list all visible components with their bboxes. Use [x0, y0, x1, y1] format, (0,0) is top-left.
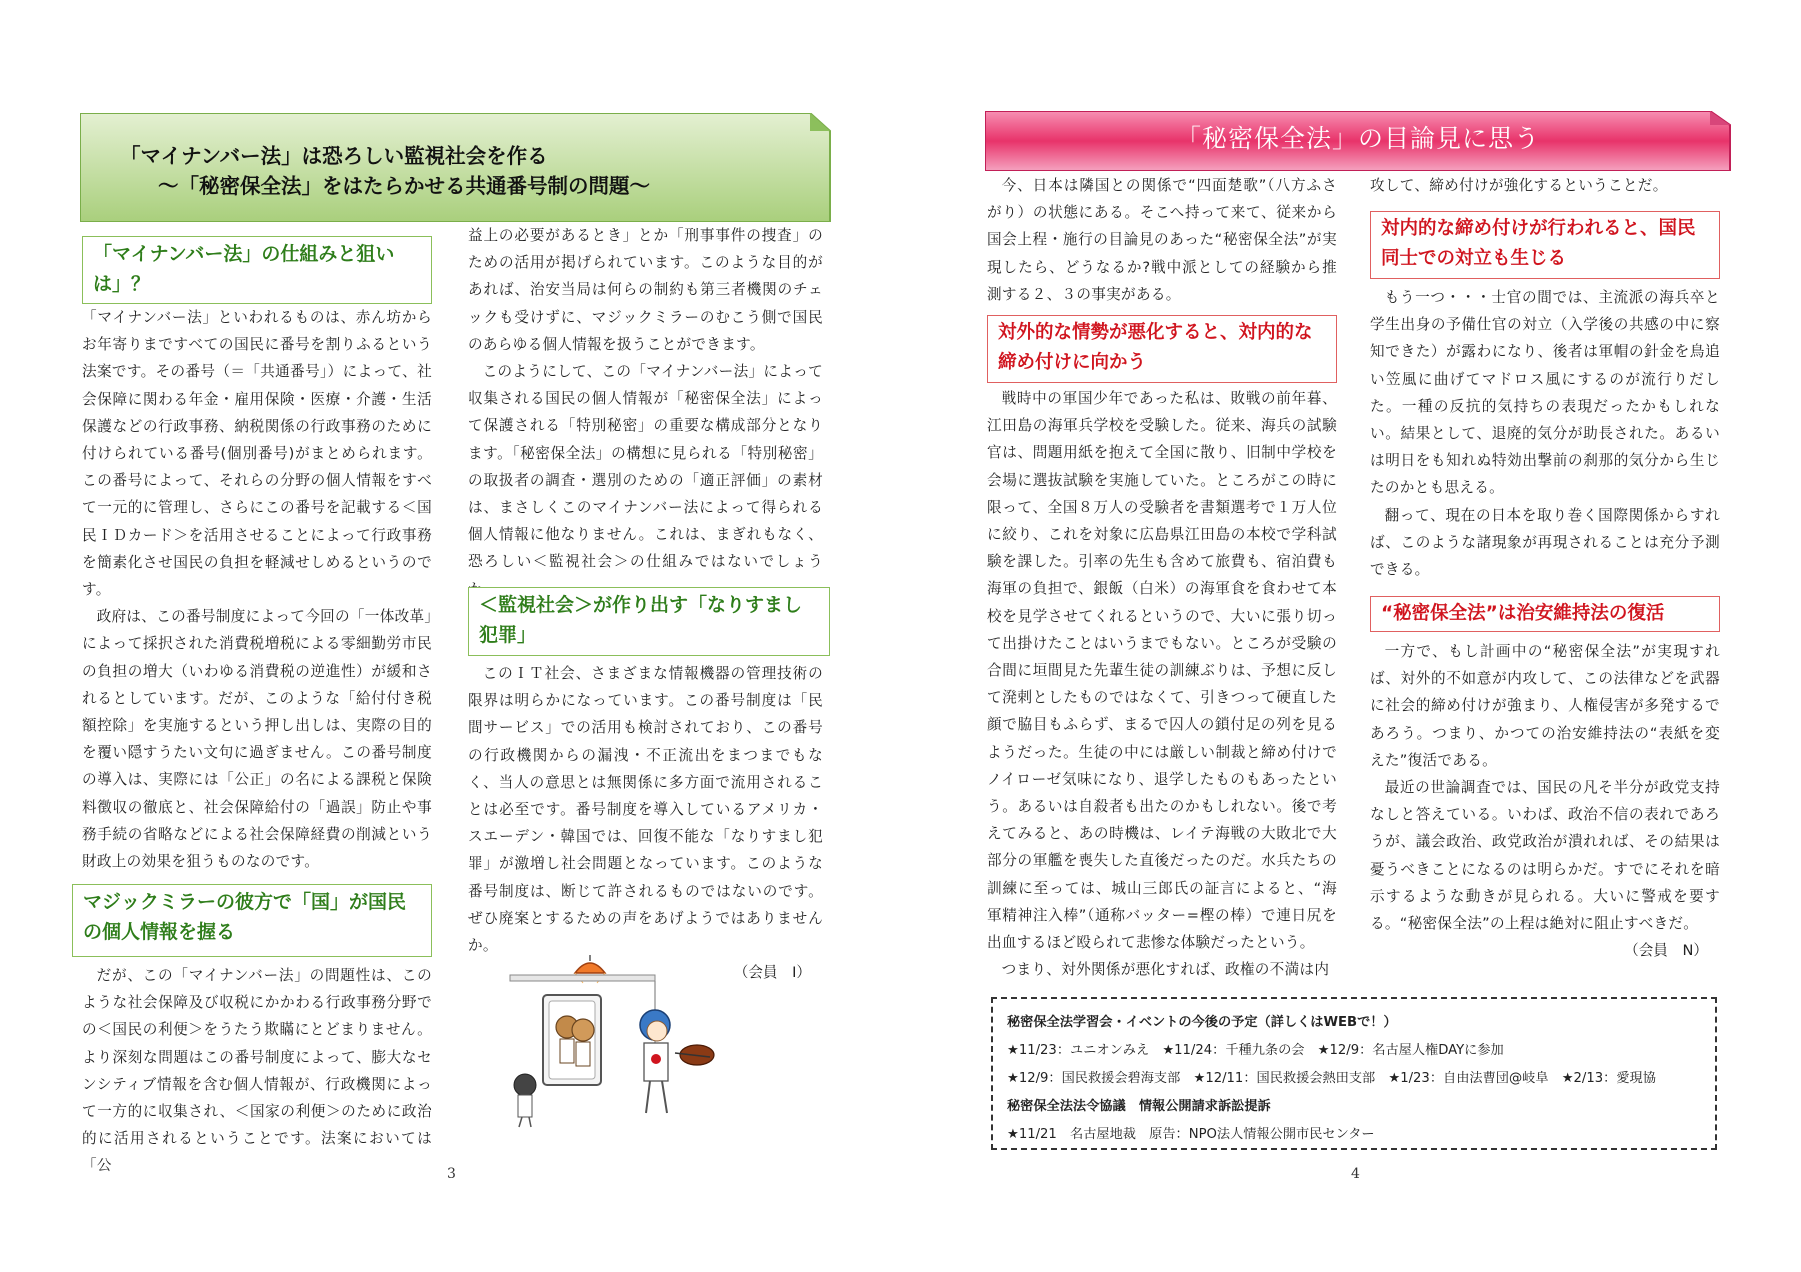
mirror-scene-image — [505, 955, 745, 1130]
paragraph: このようにして、この「マイナンバー法」によって収集される国民の個人情報が「秘密保全法」によって保護される「特別秘密」の重要な構成部分となります。「秘密保全法」の構想に見られる「特別秘密」の取扱者の調査・選別のための「適正評価」の素材は、まさしくこのマイナンバー法によって得られる個人情報に他なりません。これは、まぎれもなく、恐ろしい＜監視社会＞の仕組みではないでしょう — [468, 363, 823, 571]
section-heading-citizen-conflict: 対内的な締め付けが行われると、国民同士での対立も生じる — [1370, 211, 1720, 279]
banner-title: 「秘密保全法」の目論見に思う — [1175, 124, 1540, 153]
banner-title-line2: ～「秘密保全法」をはたらかせる共通番号制の問題～ — [158, 174, 650, 198]
paragraph: このＩＴ社会、さまざまな情報機器の管理技術の限界は明らかになっています。この番号制度は「民間サービス」での活用も検討されており、この番号の行政機関からの漏洩・不正流出をまつまでもなく、当人の意思とは無関係に多方面で流用されることは必至です。番号制度を導入しているアメリカ・スエーデン・韓国では、回復不能な「なりすまし犯罪」が激増し社会問題となっています。このような番号制度は、断じて許されるものではないのです。ぜひ廃案とするための声をあげようではありませんか。 — [468, 665, 823, 955]
paragraph: 攻して、締め付けが強化するということだ。 — [1370, 177, 1668, 194]
author-signature: （会員 I） — [733, 964, 811, 982]
paragraph: つまり、対外関係が悪化すれば、政権の不満は内 — [1001, 961, 1330, 979]
paragraph: だが、この「マイナンバー法」の問題性は、このような社会保障及び収税にかかわる行政事務分野での＜国民の利便＞をうたう欺瞞にとどまりません。より深刻な問題はこの番号制度によって、膨大なセンシティブ情報を含む個人情報が、行政機関によって一方的に収集され、＜国家の利便＞のために政治的に活用されるということです。法案においては「公 — [82, 967, 432, 1175]
page4-col2-text-c — [1370, 638, 1720, 964]
section-heading-peace-preservation: “秘密保全法”は治安維持法の復活 — [1370, 596, 1720, 632]
events-subtitle: 秘密保全法法令協議 情報公開請求訴訟提訴 — [1007, 1099, 1271, 1114]
section-heading-magic-mirror: マジックミラーの彼方で「国」が国民の個人情報を握る — [72, 884, 432, 957]
page4-title-banner — [985, 111, 1731, 171]
page3-col2-text-b — [468, 660, 823, 986]
section-heading-impersonation: ＜監視社会＞が作り出す「なりすまし犯罪」 — [468, 587, 830, 656]
events-row: ★11/23：ユニオンみえ ★11/24：千種九条の会 ★12/9：名古屋人権DAYに参加 — [1007, 1043, 1504, 1058]
events-row: ★11/21 名古屋地裁 原告：NPO法人情報公開市民センター — [1007, 1127, 1375, 1142]
paragraph: 一方で、もし計画中の“秘密保全法”が実現すれば、対外的不如意が内攻して、この法律などを武器に社会的締め付けが強まり、人権侵害が多発するであろう。つまり、かつての治安維持法の“表紙を変えた”復活である。 — [1370, 643, 1720, 769]
section-heading-external-internal: 対外的な情勢が悪化すると、対内的な締め付けに向かう — [987, 315, 1337, 383]
page3-title-banner — [80, 113, 831, 222]
paragraph: 翻って、現在の日本を取り巻く国際関係からすれば、このような諸現象が再現されることは充分予測できる。 — [1370, 506, 1720, 579]
events-row: ★12/9：国民救援会碧海支部 ★12/11：国民救援会熱田支部 ★1/23：自由法曹団@岐阜 ★2/13：愛現協 — [1007, 1071, 1656, 1086]
page4-col1-text-a — [987, 172, 1337, 308]
paragraph: 戦時中の軍国少年であった私は、敗戦の前年暮、江田島の海軍兵学校を受験した。従来、海兵の試験官は、問題用紙を抱えて全国に散り、旧制中学校を会場に選抜試験を実施していた。ところがこの時に限って、全国８万人の受験者を書類選考で１万人位に絞り、これを対象に広島県江田島の本校で学科試験を課した。引率の先生も含めて旅費も、宿泊費も海軍の負担で、銀飯（白米）の海軍食を食わせて本校を見学させてくれるというので、大いに張り切って出掛けたことはいうまでもない。ところが受験の合間に垣間見た先輩生徒の訓練ぶりは、予想に反して溌剌としたものではなくて、引きつって硬直した顔で脇目もふらず、まるで囚人の鎖付足の列を見るようだった。生徒の中には厳しい制裁と締め付けでノイローゼ気味になり、退学したものもあったという。あるいは自殺者も出たのかもしれない。後で考えてみると、あの時機は、レイテ海戦の大敗北で大部分の軍艦を喪失した直後だったのだ。水兵たちの訓練に至っては、城山三郎氏の証言によると、“海軍精神注入棒”（通称バッター=樫の棒）で連日尻を出血するほど殴られて悲惨な体験だったという。 — [987, 390, 1337, 952]
events-box — [991, 997, 1717, 1150]
page4-col1-text-b — [987, 385, 1337, 983]
paragraph: 政府は、この番号制度によって今回の「一体改革」によって採択された消費税増税による零細勤労市民の負担の増大（いわゆる消費税の逆進性）が緩和されるとしています。だが、このような「給付付き税額控除」を実施するという押し出しは、実際の目的を覆い隠すうたい文句に過ぎません。この番号制度の導入は、実際には「公正」の名による課税と保険料徴収の徹底と、社会保障給付の「過誤」防止や事務手続の省略などによる社会保障経費の削減という財政上の効果を狙うものなのです。 — [82, 608, 432, 871]
paragraph: 今、日本は隣国との関係で“四面楚歌”（八方ふさがり）の状態にある。そこへ持って来て、従来から国会上程・施行の目論見のあった“秘密保全法”が実現したら、どうなるか?戦中派としての経験から推測する２、３の事実がある。 — [987, 177, 1337, 303]
paragraph: 最近の世論調査では、国民の凡そ半分が政党支持なしと答えている。いわば、政治不信の表れであろうが、議会政治、政党政治が潰れれば、その結果は憂うべきことになるのは明らかだ。すでにそれを暗示するような動きが見られる。大いに警戒を要する。“秘密保全法”の上程は絶対に阻止すべきだ。 — [1370, 779, 1720, 933]
page4-col2-text-a — [1370, 172, 1720, 199]
events-title: 秘密保全法学習会・イベントの今後の予定（詳しくはWEBで！） — [1007, 1015, 1397, 1030]
page-number: 4 — [1351, 1166, 1360, 1182]
page4-col2-text-b — [1370, 284, 1720, 583]
paragraph: もう一つ・・・士官の間では、主流派の海兵卒と学生出身の予備仕官の対立（入学後の共感の中に察知できた）が露わになり、後者は軍帽の針金を鳥追い笠風に曲げてマドロス風にするのが流行りだした。一種の反抗的気持ちの表現だったかもしれない。結果として、退廃的気分が助長された。あるいは明日をも知れぬ特効出撃前の刹那的気分から生じたのかとも思える。 — [1370, 289, 1720, 497]
paragraph: 「マイナンバー法」といわれるものは、赤ん坊からお年寄りまですべての国民に番号を割りふるという法案です。その番号（＝「共通番号」）によって、社会保障に関わる年金・雇用保険・医療・介護・生活保護などの行政事務、納税関係の行政事務のために付けられている番号(個別番号)がまとめられます。この番号によって、それらの分野の個人情報をすべて一元的に管理し、さらにこの番号を記載する＜国民ＩＤカード＞を活用させることによって行政事務を簡素化させ国民の負担を軽減せしめるというのです。 — [82, 309, 432, 599]
author-signature: （会員 N） — [1624, 942, 1708, 960]
page3-col1-text-b — [82, 962, 432, 1180]
page3-col1-text-a — [82, 304, 432, 875]
section-heading-mynumber-purpose: 「マイナンバー法」の仕組みと狙いは」？ — [82, 236, 432, 304]
mirror-illustration — [505, 955, 745, 1130]
page-number: 3 — [447, 1166, 456, 1182]
paragraph: 益上の必要があるとき」とか「刑事事件の捜査」のための活用が掲げられています。このような目的があれば、治安当局は何らの制約も第三者機関のチェックも受けずに、マジックミラーのむこう側で国民のあらゆる個人情報を扱うことができます。 — [468, 227, 823, 353]
banner-title-line1: 「マイナンバー法」は恐ろしい監視社会を作る — [120, 144, 548, 168]
page3-col2-text-a — [468, 222, 823, 603]
